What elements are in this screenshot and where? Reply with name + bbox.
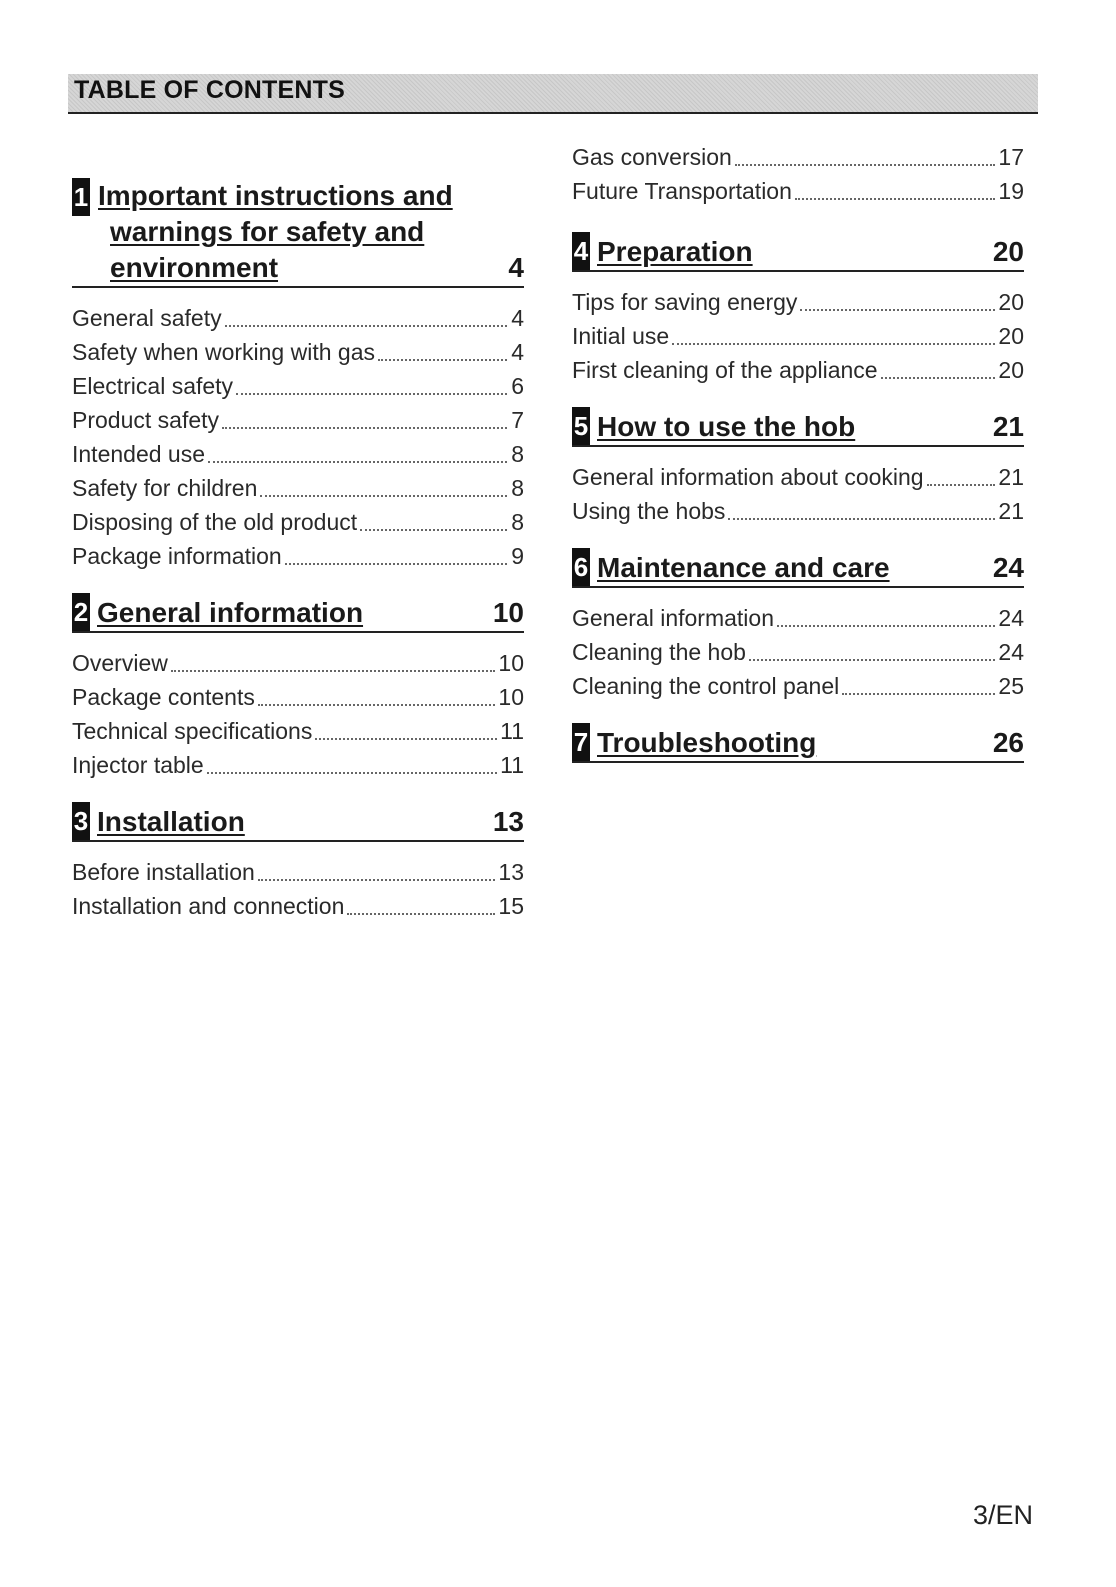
dot-leader [927,462,996,486]
dot-leader [347,891,495,915]
section-page: 20 [992,236,1024,267]
toc-entry-page: 24 [998,605,1024,631]
toc-entry-label: Using the hobs [572,498,726,524]
toc-entry-label: First cleaning of the appliance [572,357,878,383]
toc-section [572,723,1024,763]
toc-entry-page: 11 [500,752,524,778]
dot-leader [315,716,497,740]
section-title-line: environment [110,252,279,283]
section-heading[interactable] [572,407,1024,447]
toc-entry[interactable] [572,669,1024,703]
toc-entry-page: 6 [511,373,524,399]
section-heading[interactable] [72,802,524,842]
section-title-line: Important instructions and [98,180,453,211]
section-title: General information [97,597,364,628]
section-heading[interactable] [72,178,524,288]
dot-leader [258,857,496,881]
section-number-badge: 7 [572,723,590,761]
toc-section [572,407,1024,528]
page-number: 3/EN [972,1500,1033,1530]
section-number-badge: 1 [72,178,90,216]
toc-entry-label: Installation and connection [72,893,345,919]
toc-entry-page: 20 [998,323,1024,349]
section-heading[interactable] [572,548,1024,588]
dot-leader [800,287,995,311]
dot-leader [842,671,995,695]
toc-entry[interactable] [572,601,1024,635]
toc-entry-label: General information about cooking [572,464,924,490]
toc-section [72,178,524,573]
toc-entry[interactable] [572,635,1024,669]
section-title: Maintenance and care [597,552,890,583]
toc-entry-label: Disposing of the old product [72,509,358,535]
section-heading[interactable] [72,593,524,633]
toc-entry[interactable] [72,748,524,782]
dot-leader [222,405,507,429]
dot-leader [236,371,507,395]
toc-entry-page: 11 [500,718,524,744]
toc-entry[interactable] [572,285,1024,319]
toc-entry[interactable] [572,460,1024,494]
section-title: Installation [97,806,245,837]
dot-leader [258,682,496,706]
toc-entry[interactable] [572,140,1024,174]
toc-entry[interactable] [72,680,524,714]
toc-entry[interactable] [572,353,1024,387]
toc-entry[interactable] [72,369,524,403]
toc-entry-page: 21 [998,498,1024,524]
dot-leader [285,541,507,565]
toc-entry-page: 24 [998,639,1024,665]
dot-leader [881,355,996,379]
dot-leader [260,473,507,497]
toc-entry-label: Package information [72,543,282,569]
toc-entry-page: 8 [511,509,524,535]
section-number-badge: 6 [572,548,590,586]
dot-leader [735,142,996,166]
toc-entry[interactable] [72,335,524,369]
toc-title: TABLE OF CONTENTS [74,76,345,104]
toc-entry[interactable] [572,494,1024,528]
toc-entry[interactable] [72,646,524,680]
section-page: 26 [992,727,1024,758]
toc-entry-page: 20 [998,357,1024,383]
toc-entry-label: Future Transportation [572,178,792,204]
toc-entry-page: 7 [511,407,524,433]
toc-entry-label: General information [572,605,774,631]
toc-entry-label: Intended use [72,441,206,467]
dot-leader [171,648,496,672]
toc-entry-label: Package contents [72,684,255,710]
section-title: How to use the hob [597,411,856,442]
toc-right-column [572,140,1024,783]
toc-section [72,593,524,782]
toc-entry-page: 4 [511,305,524,331]
toc-entry-label: Cleaning the control panel [572,673,840,699]
toc-entry-label: Initial use [572,323,670,349]
toc-entry-page: 9 [511,543,524,569]
section-number-badge: 5 [572,407,590,445]
section-title: Preparation [597,236,753,267]
toc-entry-label: Safety when working with gas [72,339,375,365]
toc-entry-label: Safety for children [72,475,258,501]
section-number-badge: 4 [572,232,590,270]
toc-entry-label: Before installation [72,859,255,885]
toc-entry[interactable] [72,403,524,437]
toc-entry-label: Injector table [72,752,204,778]
toc-entry-page: 15 [498,893,524,919]
toc-entry-label: General safety [72,305,222,331]
toc-entry-label: Product safety [72,407,220,433]
section-title: Troubleshooting [597,727,817,758]
toc-entry-page: 17 [998,144,1024,170]
toc-entry-page: 8 [511,475,524,501]
section-page: 10 [492,597,524,628]
section-heading[interactable] [572,723,1024,763]
dot-leader [360,507,507,531]
toc-entry[interactable] [72,471,524,505]
toc-entry-label: Overview [72,650,168,676]
toc-banner [68,74,1038,114]
toc-entry-page: 10 [498,684,524,710]
toc-entry-page: 20 [998,289,1024,315]
toc-entry[interactable] [72,505,524,539]
toc-entry-page: 13 [498,859,524,885]
toc-section [572,232,1024,387]
dot-leader [208,439,507,463]
toc-section [572,548,1024,703]
section-number-badge: 2 [72,593,90,631]
dot-leader [728,496,995,520]
toc-entry-label: Technical specifications [72,718,313,744]
dot-leader [207,750,497,774]
toc-entry[interactable] [72,301,524,335]
dot-leader [672,321,995,345]
section-number-badge: 3 [72,802,90,840]
dot-leader [225,303,507,327]
section-page: 4 [508,252,524,283]
toc-entry-page: 10 [498,650,524,676]
toc-entry-label: Tips for saving energy [572,289,798,315]
dot-leader [749,637,995,661]
dot-leader [378,337,507,361]
section-title-line: warnings for safety and [110,216,425,247]
toc-entry-page: 8 [511,441,524,467]
toc-entry[interactable] [572,174,1024,208]
toc-entry-page: 4 [511,339,524,365]
toc-entry[interactable] [72,855,524,889]
toc-entry-label: Electrical safety [72,373,234,399]
section-heading[interactable] [572,232,1024,272]
section-page: 21 [992,411,1024,442]
toc-section [72,802,524,923]
dot-leader [795,176,996,200]
toc-entry-label: Cleaning the hob [572,639,746,665]
dot-leader [777,603,995,627]
toc-entry[interactable] [72,714,524,748]
toc-entry[interactable] [72,539,524,573]
section-page: 24 [992,552,1024,583]
toc-entry[interactable] [72,437,524,471]
section-page: 13 [492,806,524,837]
toc-entry-page: 19 [998,178,1024,204]
toc-entry-page: 21 [998,464,1024,490]
toc-entry[interactable] [72,889,524,923]
toc-entry[interactable] [572,319,1024,353]
toc-entry-page: 25 [998,673,1024,699]
toc-entry-label: Gas conversion [572,144,732,170]
toc-left-column [72,140,524,943]
